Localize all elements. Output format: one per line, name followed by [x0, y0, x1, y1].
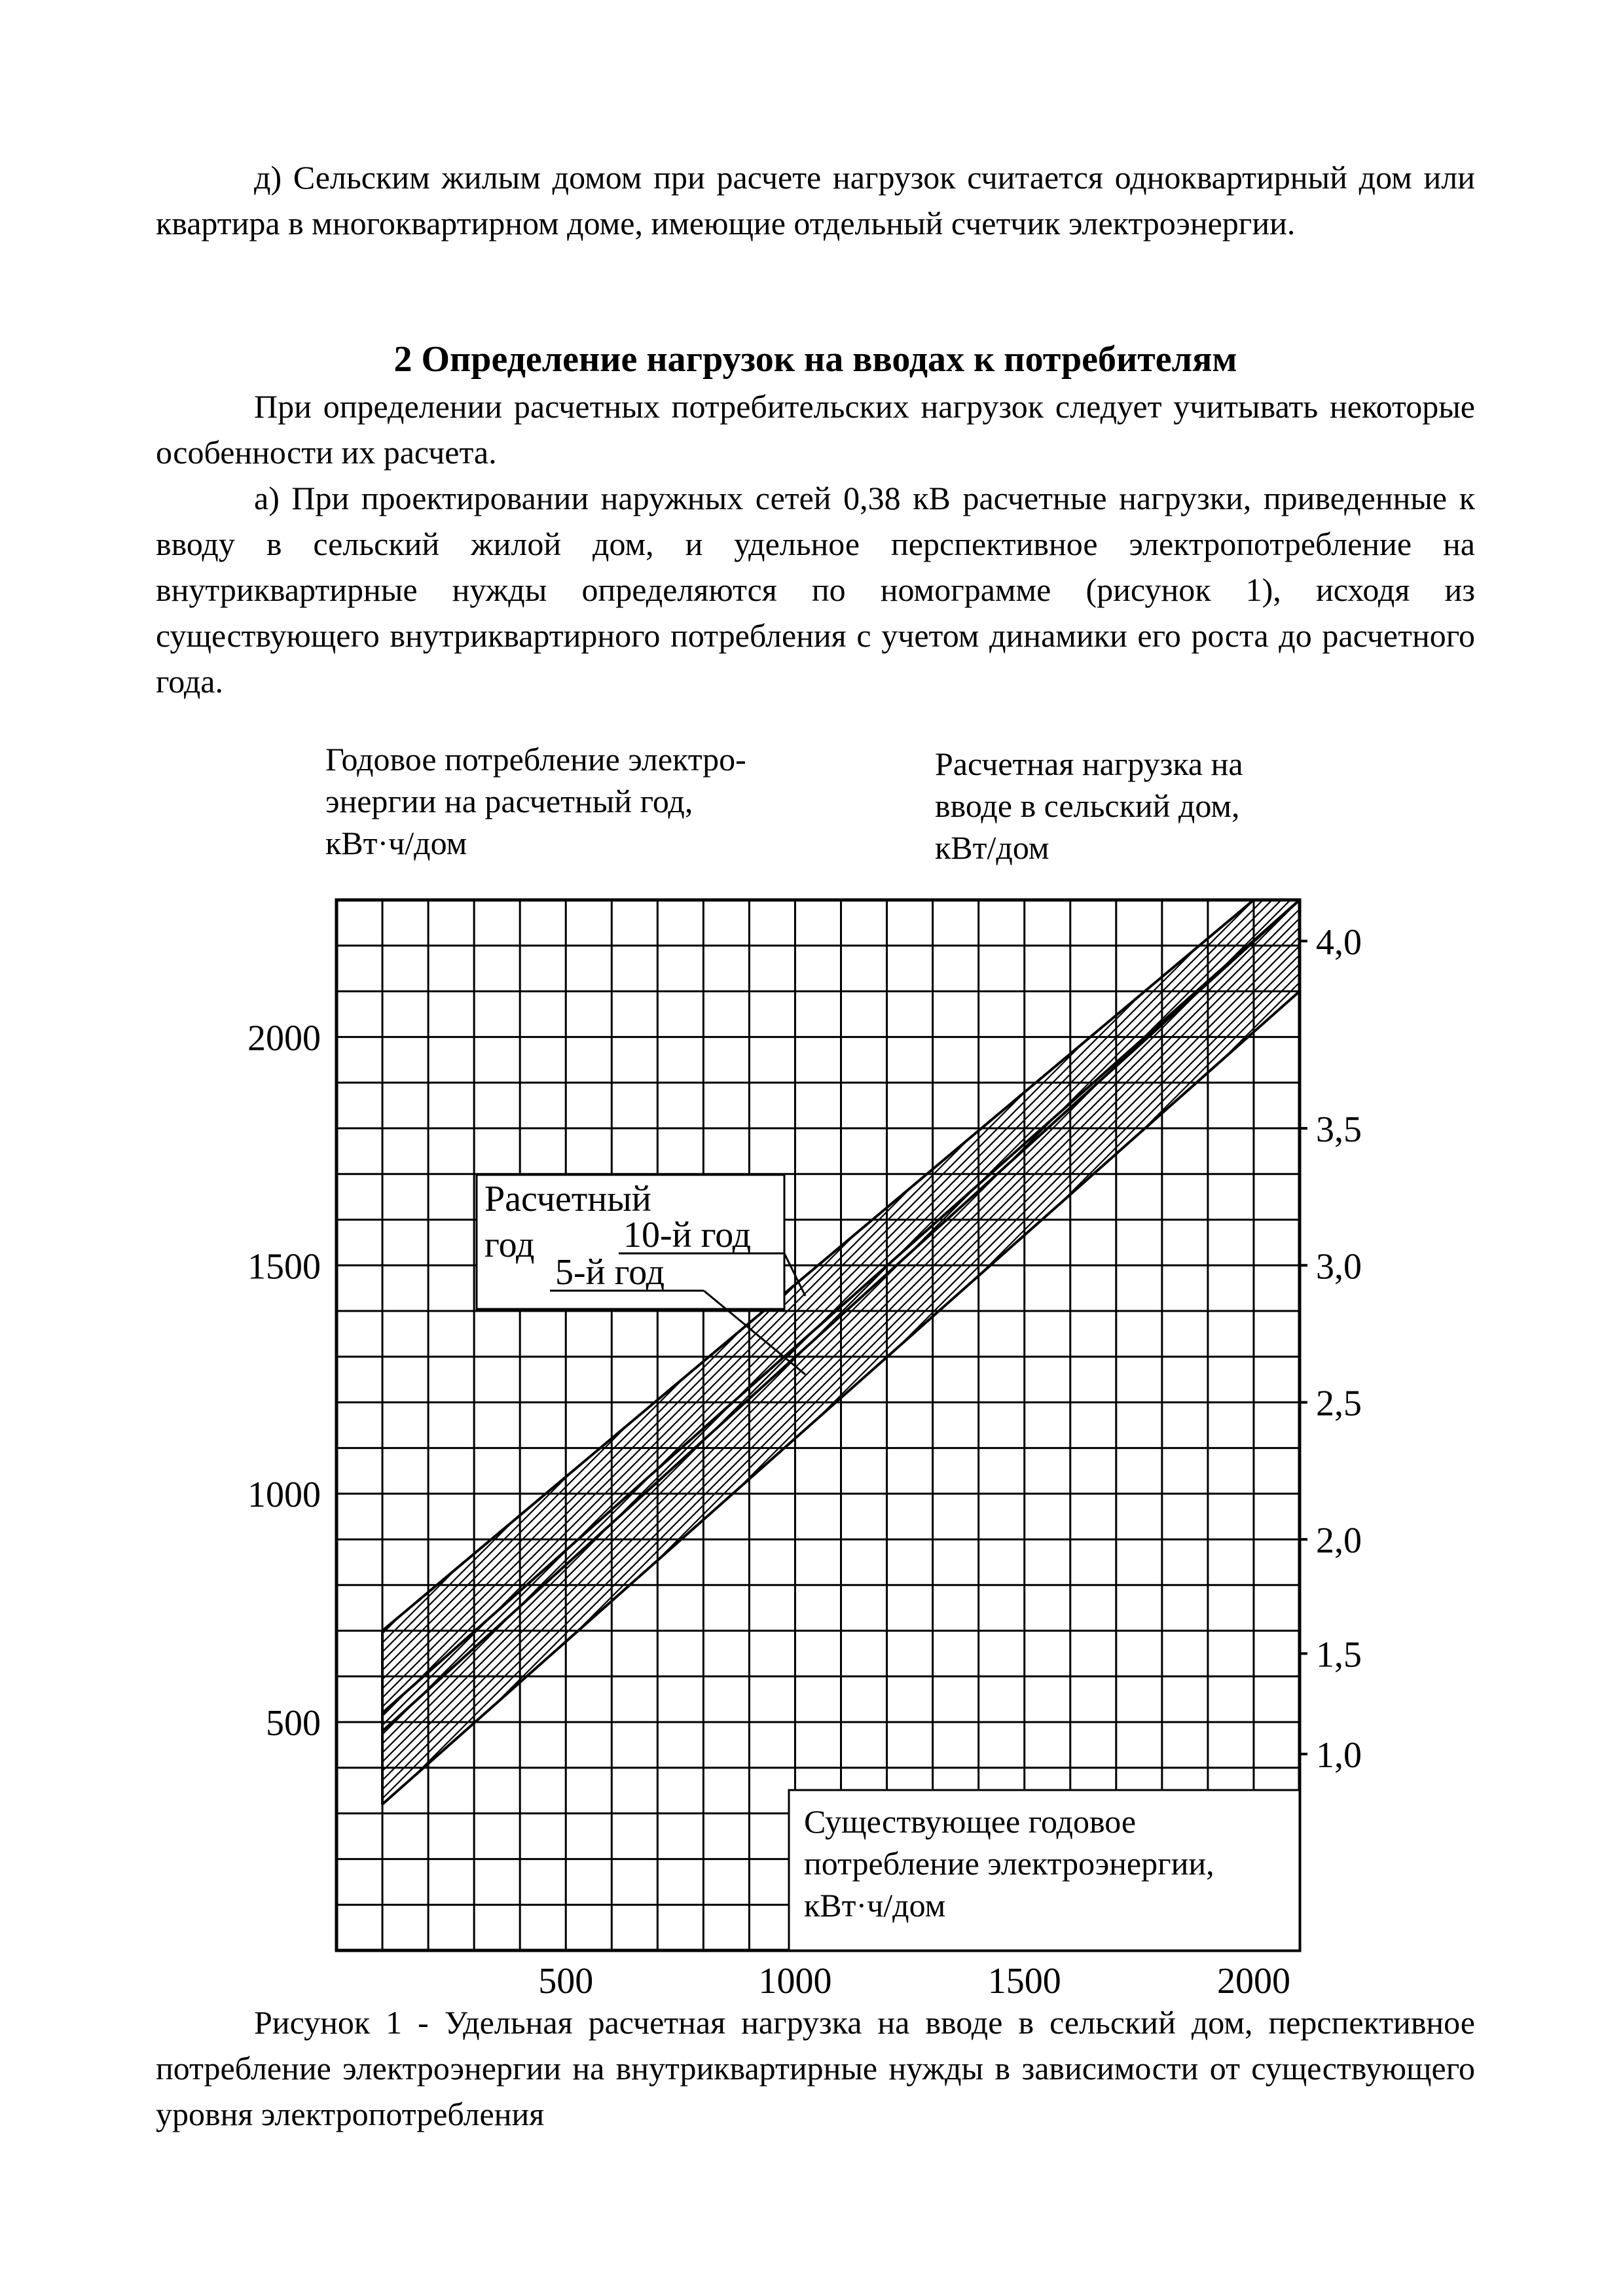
- section-heading: 2 Определение нагрузок на вводах к потребителям: [393, 339, 1237, 380]
- right-tick-label: 1,0: [1316, 1734, 1362, 1776]
- left-axis-title-line: кВт·ч/дом: [325, 825, 467, 861]
- band-label-10: 10-й год: [623, 1215, 752, 1255]
- paragraph-d: д) Сельским жилым домом при расчете нагрузок считается одноквартирный дом или квартира в многоквартирном доме, имеющие отдельный счетчик электроэнергии.: [156, 159, 1475, 242]
- band-label-5: 5-й год: [555, 1252, 665, 1293]
- y-tick-label: 1000: [247, 1475, 321, 1516]
- right-tick-label: 2,5: [1316, 1383, 1362, 1424]
- y-tick-label: 500: [266, 1703, 321, 1744]
- x-axis-title-line: потребление электроэнергии,: [804, 1845, 1214, 1882]
- right-axis-title-line: вводе в сельский дом,: [935, 787, 1240, 824]
- x-tick-label: 2000: [1216, 1961, 1290, 2001]
- right-tick-label: 1,5: [1316, 1634, 1362, 1676]
- x-tick-label: 500: [538, 1961, 594, 2001]
- left-axis-title-line: Годовое потребление электро-: [325, 741, 746, 778]
- x-tick-label: 1500: [987, 1961, 1061, 2001]
- x-axis-title-line: кВт·ч/дом: [804, 1887, 946, 1924]
- y-tick-label: 1500: [247, 1246, 321, 1287]
- x-tick-label: 1000: [758, 1961, 832, 2001]
- right-tick-label: 3,0: [1316, 1246, 1362, 1287]
- right-axis-title-line: Расчетная нагрузка на: [935, 745, 1243, 782]
- left-axis-title-line: энергии на расчетный год,: [325, 783, 693, 819]
- x-axis-title-box: [789, 1790, 1300, 1950]
- right-tick-label: 3,5: [1316, 1109, 1362, 1150]
- paragraph-a: а) При проектировании наружных сетей 0,38 кВ расчетные нагрузки, приведенные к вводу в сельский жилой дом, и удельное перспективное электропотребление на внутриквартирные нужды определяются по номограмме (рисунок 1), исходя из существующего внутриквартирного потребления с учетом динамики его роста до расчетного года.: [156, 480, 1475, 700]
- label-box-title: Расчетный: [484, 1179, 651, 1219]
- y-tick-label: 2000: [247, 1018, 321, 1059]
- right-tick-label: 4,0: [1316, 922, 1362, 963]
- label-box-title: год: [484, 1225, 535, 1265]
- right-axis-title-line: кВт/дом: [935, 829, 1049, 866]
- x-axis-title-line: Существующее годовое: [804, 1803, 1137, 1840]
- figure-caption: Рисунок 1 - Удельная расчетная нагрузка на вводе в сельский дом, перспективное потребление электроэнергии на внутриквартирные нужды в зависимости от существующего уровня электропотребления: [156, 2004, 1475, 2132]
- paragraph-intro: При определении расчетных потребительских нагрузок следует учитывать некоторые особенности их расчета.: [156, 388, 1475, 471]
- right-tick-label: 2,0: [1316, 1520, 1362, 1561]
